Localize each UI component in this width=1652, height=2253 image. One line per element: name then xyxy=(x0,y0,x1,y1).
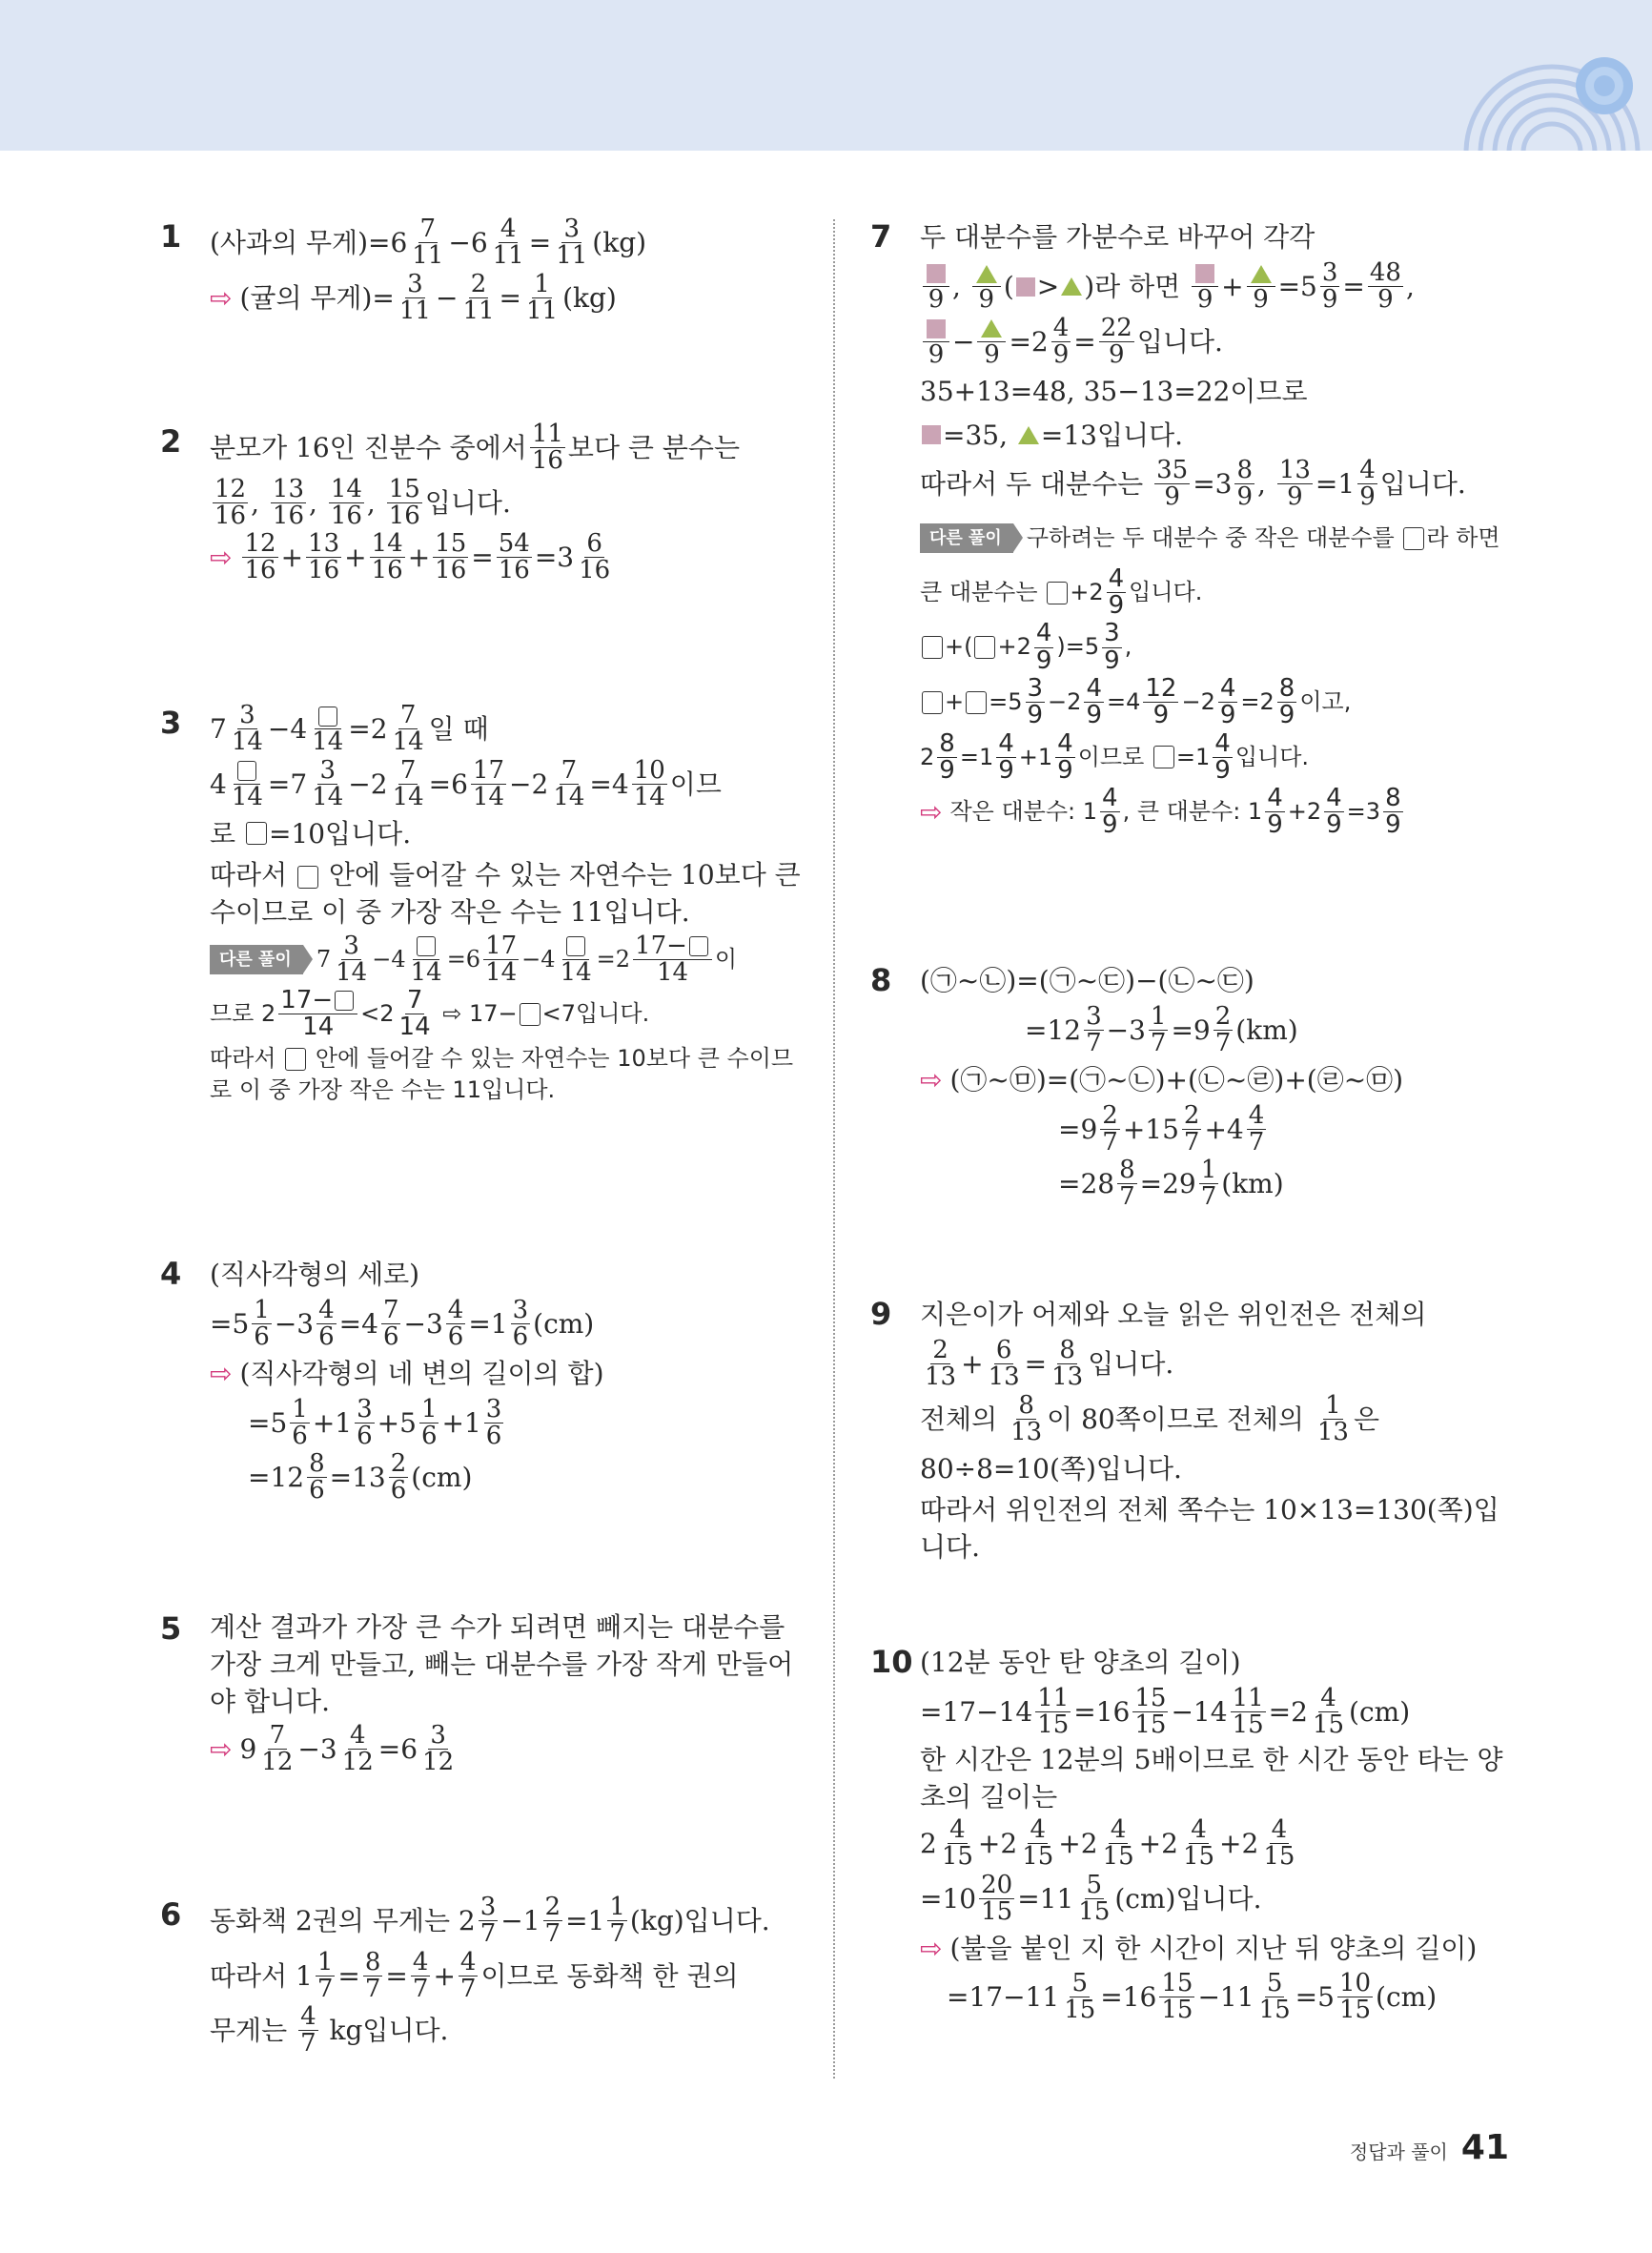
decorative-circles-icon xyxy=(1461,0,1652,151)
arrow-icon: ⇨ xyxy=(920,796,943,829)
arrow-icon: ⇨ xyxy=(920,1932,943,1964)
text: (사과의 무게)=6 xyxy=(210,227,408,259)
text: =35, xyxy=(943,419,1008,451)
problem-number: 7 xyxy=(870,218,892,255)
text: =13입니다. xyxy=(1040,419,1184,451)
text: 작은 대분수: 1 xyxy=(949,798,1098,826)
problem-number: 3 xyxy=(160,705,182,741)
alternate-solution-badge: 다른 풀이 xyxy=(920,523,1013,553)
problem-2: 2 분모가 16인 진분수 중에서 11 16 보다 큰 분수는 12 16 , 13 16 , 14 16 , 15 16 입니다. ⇨ 12 16 + 13 16 + 14 16 + 15 16 = 54 16 =3 6 16 xyxy=(160,420,740,585)
text: 입니다. xyxy=(1234,743,1310,770)
page-number: 41 xyxy=(1460,2128,1509,2167)
text: 은 xyxy=(1353,1403,1380,1435)
text: (cm) xyxy=(1376,1981,1438,2014)
problem-number: 6 xyxy=(160,1896,182,1933)
text: (12분 동안 탄 양초의 길이) xyxy=(920,1647,1241,1679)
text: 입니다. xyxy=(1136,325,1223,358)
text: 로 xyxy=(210,817,236,850)
text: 따라서 xyxy=(210,1044,276,1072)
text: 이 80쪽이므로 전체의 xyxy=(1047,1403,1304,1435)
text: 큰 대분수는 xyxy=(920,578,1038,605)
text: (불을 붙인 지 한 시간이 지난 뒤 양초의 길이) xyxy=(949,1932,1478,1964)
text: 입니다. xyxy=(1088,1348,1174,1381)
text: −6 xyxy=(448,227,488,259)
problem-number: 9 xyxy=(870,1296,892,1332)
page-footer xyxy=(1350,2128,1509,2167)
text: 이고, xyxy=(1299,687,1352,715)
text: 계산 결과가 가장 큰 수가 되려면 빼지는 대분수를 가장 크게 만들고, 빼는 대분수를 가장 작게 만들어야 합니다. xyxy=(210,1611,794,1718)
text: 지은이가 어제와 오늘 읽은 위인전은 전체의 xyxy=(920,1299,1427,1331)
arrow-icon: ⇨ xyxy=(210,1358,233,1389)
text: 입니다. xyxy=(1379,468,1466,501)
problem-number: 4 xyxy=(160,1256,182,1292)
problem-number: 5 xyxy=(160,1610,182,1647)
text: (cm) xyxy=(411,1462,473,1494)
text: 므로 2 xyxy=(210,1000,276,1028)
arrow-icon: ⇨ xyxy=(210,1732,233,1765)
text: 두 대분수를 가분수로 바꾸어 각각 xyxy=(920,221,1315,254)
text: 따라서 1 xyxy=(210,1959,313,1992)
text: 이 xyxy=(714,945,738,973)
text: 라 하면 xyxy=(1426,523,1500,551)
text: 무게는 xyxy=(210,2015,288,2047)
text: (cm)입니다. xyxy=(1114,1882,1262,1915)
text: 보다 큰 분수는 xyxy=(567,432,740,464)
text: 안에 들어갈 수 있는 자연수는 10보다 큰 수이므로 이 중 가장 작은 수는 11입니다. xyxy=(210,859,801,929)
text: = xyxy=(528,227,552,259)
text: =10입니다. xyxy=(268,817,412,850)
footer-label: 정답과 풀이 xyxy=(1349,2140,1448,2163)
problem-4: 4 (직사각형의 세로) =5 1 6 −3 4 6 =4 7 6 −3 4 6 =1 3 6 (cm) ⇨ (직사각형의 네 변의 길이의 합) =5 1 6 +1 3 6 +5 1 6 +1 3 6 =12 8 6 =13 2 6 (cm) xyxy=(160,1256,604,1505)
text: (kg)입니다. xyxy=(629,1905,770,1937)
text: 17− xyxy=(280,986,334,1015)
text: (귤의 무게)= xyxy=(239,281,395,314)
problem-6: 6 동화책 2권의 무게는 2 3 7 −1 2 7 =1 1 7 (kg)입니다. 따라서 1 1 7 = 8 7 = 4 7 + 4 7 이므로 동화책 한 권의 무게는 4 7 kg입니다. xyxy=(160,1893,770,2058)
problem-3: 3 7 3 14 −4 14 =2 7 14 일 때 4 14 =7 3 14 −2 7 14 =6 17 14 −2 7 14 =4 10 14 이므 로 =10입니다. 따라서 안에 들어갈 수 있는 자연수는 10보다 큰 수이므로 이 중 가장 작은 수는 11입니다. 다른 풀이 7 3 14 −4 14 =6 17 14 −4 14 =2 17− 14 이 므로 2 17− 14 <2 7 14 ⇨ 17− <7입니다. 따라서 안에 들어갈 수 있는 자연수는 10보다 큰 수이므로 이 중 가장 작은 수는 11입니다. xyxy=(160,701,801,1104)
text: (km) xyxy=(1221,1168,1284,1200)
alternate-solution-badge: 다른 풀이 xyxy=(210,945,303,974)
text: − xyxy=(435,281,459,314)
text: kg입니다. xyxy=(329,2015,449,2047)
text: 라 하면 xyxy=(1094,271,1181,303)
text: 따라서 xyxy=(210,859,288,891)
text: 분모가 16인 진분수 중에서 xyxy=(210,432,527,464)
text: 안에 들어갈 수 있는 자연수는 10보다 큰 수이므로 이 중 가장 작은 수는 11입니다. xyxy=(210,1044,794,1104)
text: (kg) xyxy=(562,281,617,314)
text: 입니다. xyxy=(424,486,511,519)
problem-1: 1 (사과의 무게)=6 7 11 −6 $\frac{4}{11}$ = $\frac{3}{11}$ (kg) ⇨ (귤의 무게)= $\frac{3}{11}$ − $\frac{2}{11}$ = $\frac{1}{11}$ (kg) xyxy=(160,215,647,325)
text: 구하려는 두 대분수 중 작은 대분수를 xyxy=(1026,523,1395,551)
text: (km) xyxy=(1235,1014,1298,1047)
problem-number: 8 xyxy=(870,962,892,998)
text: = xyxy=(499,281,521,314)
text: (㉠~㉤)=(㉠~㉡)+(㉡~㉣)+(㉣~㉤) xyxy=(949,1064,1404,1096)
text: 80÷8=10(쪽)입니다. xyxy=(920,1452,1182,1485)
text: (㉠~㉡)=(㉠~㉢)−(㉡~㉢) xyxy=(920,965,1254,997)
text: 35+13=48, 35−13=22이므로 xyxy=(920,375,1308,407)
text: (cm) xyxy=(533,1308,595,1341)
text: 따라서 위인전의 전체 쪽수는 10×13=130(쪽)입니다. xyxy=(920,1494,1499,1564)
column-divider xyxy=(833,219,835,2079)
text: (직사각형의 세로) xyxy=(210,1259,420,1291)
text: 이므 xyxy=(669,768,722,800)
text: ⇨ 17− xyxy=(442,1000,518,1028)
text: <7입니다. xyxy=(541,1000,650,1028)
text: 입니다. xyxy=(1129,578,1203,605)
problem-number: 2 xyxy=(160,423,182,460)
problem-number: 10 xyxy=(870,1644,913,1680)
text: 전체의 xyxy=(920,1403,998,1435)
problem-10: 10 (12분 동안 탄 양초의 길이) =17−14 11 15 =16 15 15 −14 11 15 =2 4 15 (cm) 한 시간은 12분의 5배이므로 한 시간 동안 타는 양초의 길이는 2 4 15 +2 4 15 +2 4 15 +2 4 15 +2 4 15 =10 20 15 =11 5 15 (cm)입니다. ⇨ (불을 붙인 지 한 시간이 지난 뒤 양초의 길이) =17−11 5 15 =16 15 15 −11 5 15 =5 10 15 (cm) xyxy=(872,1640,1516,2026)
text: 이므로 xyxy=(1077,743,1145,770)
text: 일 때 xyxy=(428,713,489,746)
text: 따라서 두 대분수는 xyxy=(920,468,1144,501)
text: 이므로 동화책 한 권의 xyxy=(480,1959,739,1992)
problem-8: 8 (㉠~㉡)=(㉠~㉢)−(㉡~㉢) =12 3 7 −3 1 7 =9 2 7 (km) ⇨ (㉠~㉤)=(㉠~㉡)+(㉡~㉣)+(㉣~㉤) =9 2 7 +15 2 7 +4 4 7 =28 8 7 =29 1 7 (km) xyxy=(870,962,1404,1212)
text: 큰 대분수: 1 xyxy=(1136,798,1263,826)
arrow-icon: ⇨ xyxy=(210,542,233,574)
text: 17− xyxy=(635,931,687,960)
problem-7: 7 두 대분수를 가분수로 바꾸어 각각 9 , 9 ( > ) 라 하면 9 + 9 =5 3 9 = 48 9 , 9 − 9 =2 4 9 = 22 9 입니다. 35+13=48, 35−13=22이므로 =35, =13입니다. 따라서 두 대분수는 35 9 =3 8 9 , 13 9 =1 4 9 입니다. 다른 풀이 구하려는 두 대분수 중 작은 대분수를 라 하면 큰 대분수는 +2 4 9 입니다. +( +2 4 9 )=5 3 9 , + =5 3 9 −2 4 9 =4 12 9 −2 4 9 =2 8 9 이고, 2 8 9 =1 4 9 +1 4 9 이므로 =1 4 9 입니다. ⇨ 작은 대분수: 1 4 9 , 큰 대분수: 1 4 9 +2 4 9 =3 8 9 xyxy=(870,218,1500,840)
problem-5: 5 계산 결과가 가장 큰 수가 되려면 빼지는 대분수를 가장 크게 만들고, 빼는 대분수를 가장 작게 만들어야 합니다. ⇨ 9 7 12 −3 4 12 =6 3 12 xyxy=(162,1607,810,1777)
problem-9: 9 지은이가 어제와 오늘 읽은 위인전은 전체의 2 13 + 6 13 = 8 13 입니다. 전체의 8 13 이 80쪽이므로 전체의 1 13 은 80÷8=10(쪽)입니다. 따라서 위인전의 전체 쪽수는 10×13=130(쪽)입니다. xyxy=(872,1292,1516,1568)
arrow-icon: ⇨ xyxy=(210,281,233,314)
problem-number: 1 xyxy=(160,218,182,255)
text: (kg) xyxy=(592,227,647,259)
text: 동화책 2권의 무게는 2 xyxy=(210,1905,476,1937)
text: (직사각형의 네 변의 길이의 합) xyxy=(239,1358,604,1389)
arrow-icon: ⇨ xyxy=(920,1064,943,1096)
header-band xyxy=(0,0,1652,151)
text: 한 시간은 12분의 5배이므로 한 시간 동안 타는 양초의 길이는 xyxy=(920,1743,1503,1813)
text: (cm) xyxy=(1349,1696,1411,1729)
